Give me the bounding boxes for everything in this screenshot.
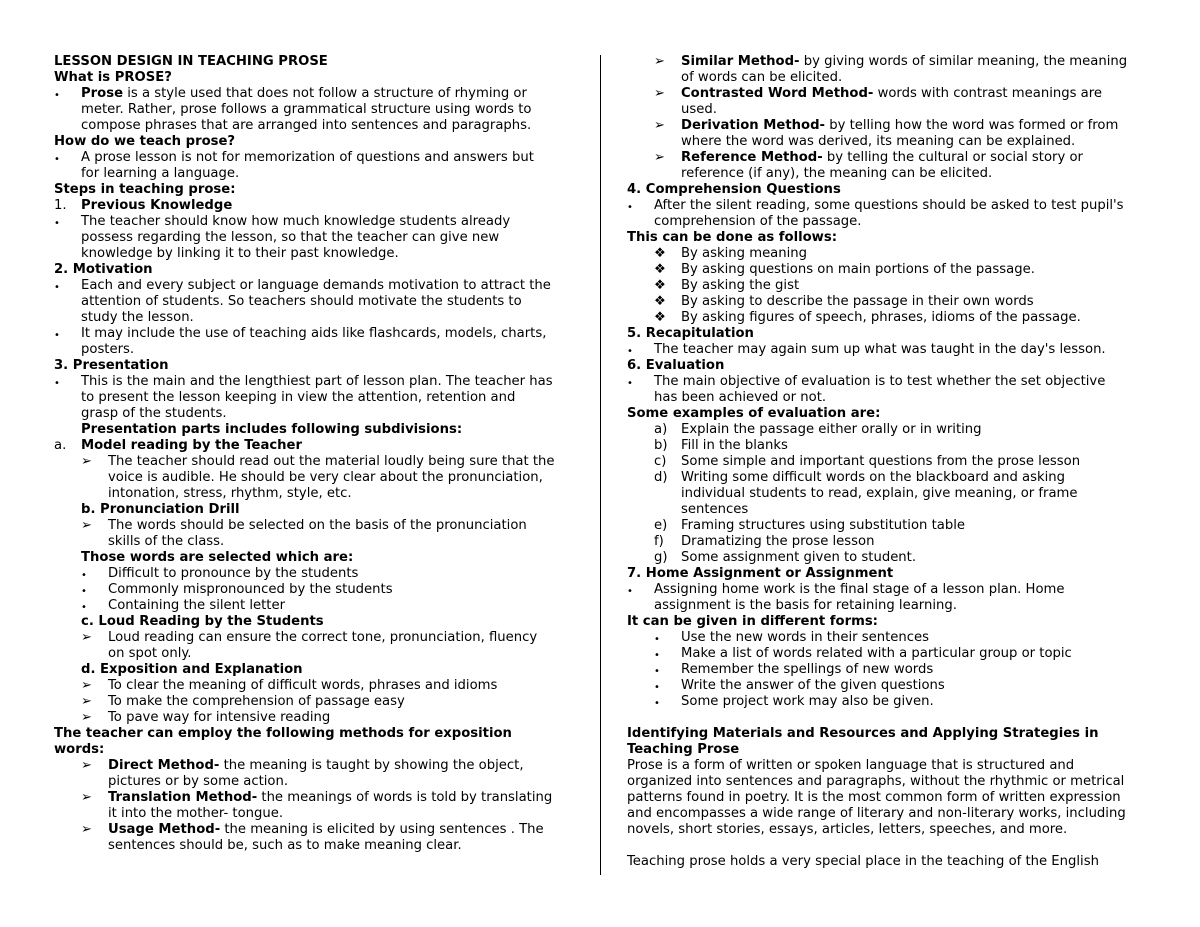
item-text: By asking meaning xyxy=(681,246,808,261)
item-text: After the silent reading, some questions should be asked to test pupil's xyxy=(654,198,1124,213)
arrow-bullet-icon: ➢ xyxy=(81,758,92,773)
arrow-bullet-icon: ➢ xyxy=(81,710,92,725)
continuation-line: study the lesson. xyxy=(81,310,194,325)
item-text: The teacher may again sum up what was taught in the day's lesson. xyxy=(654,342,1106,357)
continuation-line: reference (if any), the meaning can be elicited. xyxy=(681,166,993,181)
item-text: To make the comprehension of passage easy xyxy=(108,694,405,709)
bullet-icon: • xyxy=(54,90,60,101)
list-marker: g) xyxy=(654,550,668,565)
arrow-bullet-icon: ➢ xyxy=(81,790,92,805)
list-item xyxy=(54,86,584,102)
bullet-icon: • xyxy=(54,218,60,229)
bullet-icon: • xyxy=(54,282,60,293)
bullet-icon: • xyxy=(81,570,87,581)
bold-term: Previous Knowledge xyxy=(81,198,233,213)
item-text: by telling how the word was formed or from xyxy=(825,118,1119,133)
blank-line xyxy=(627,838,1147,854)
bold-term: Similar Method- xyxy=(681,54,800,69)
arrow-bullet-icon: ➢ xyxy=(654,86,665,101)
item-text: By asking questions on main portions of the passage. xyxy=(681,262,1035,277)
section-heading: The teacher can employ the following methods for exposition xyxy=(54,726,512,741)
list-marker: d) xyxy=(654,470,668,485)
list-item xyxy=(627,534,1147,550)
item-text: Loud reading can ensure the correct tone, pronunciation, fluency xyxy=(108,630,538,645)
arrow-bullet-icon: ➢ xyxy=(81,630,92,645)
list-item xyxy=(627,438,1147,454)
continuation-line: knowledge by linking it to their past knowledge. xyxy=(81,246,399,261)
list-item xyxy=(627,342,1147,358)
list-item xyxy=(627,646,1147,662)
item-text: by telling the cultural or social story or xyxy=(822,150,1083,165)
list-item xyxy=(54,374,584,390)
continuation-line: intonation, stress, rhythm, style, etc. xyxy=(108,486,352,501)
item-text: It may include the use of teaching aids like flashcards, models, charts, xyxy=(81,326,547,341)
paragraph-line: novels, short stories, essays, articles, letters, speeches, and more. xyxy=(627,822,1068,837)
continuation-line: sentences xyxy=(681,502,749,517)
list-item xyxy=(54,678,584,694)
section-heading: 4. Comprehension Questions xyxy=(627,182,841,197)
section-heading: It can be given in different forms: xyxy=(627,614,878,629)
sub-heading: Those words are selected which are: xyxy=(81,550,354,565)
list-item xyxy=(627,374,1147,390)
item-text: the meaning is elicited by using sentences . The xyxy=(220,822,544,837)
item-text: is a style used that does not follow a structure of rhyming or xyxy=(123,86,527,101)
bullet-icon: • xyxy=(627,586,633,597)
list-item xyxy=(54,214,584,230)
section-heading: 7. Home Assignment or Assignment xyxy=(627,566,894,581)
item-text: By asking the gist xyxy=(681,278,800,293)
section-heading: 3. Presentation xyxy=(54,358,169,373)
list-marker: a) xyxy=(654,422,668,437)
bold-term: Translation Method- xyxy=(108,790,258,805)
left-column xyxy=(54,54,584,854)
sub-heading: b. Pronunciation Drill xyxy=(81,502,240,517)
continuation-line: pictures or by some action. xyxy=(108,774,289,789)
item-text: Some assignment given to student. xyxy=(681,550,917,565)
list-item xyxy=(627,294,1147,310)
list-item xyxy=(54,198,584,214)
list-marker: e) xyxy=(654,518,668,533)
paragraph-line: and encompasses a wide range of literary and non-literary works, including xyxy=(627,806,1126,821)
arrow-bullet-icon: ➢ xyxy=(81,694,92,709)
continuation-line: attention of students. So teachers should motivate the students to xyxy=(81,294,522,309)
item-text: The main objective of evaluation is to test whether the set objective xyxy=(654,374,1106,389)
item-text: By asking figures of speech, phrases, idioms of the passage. xyxy=(681,310,1081,325)
list-item xyxy=(54,790,584,806)
list-item xyxy=(627,246,1147,262)
list-item xyxy=(54,710,584,726)
continuation-line: of words can be elicited. xyxy=(681,70,843,85)
item-text: This is the main and the lengthiest part of lesson plan. The teacher has xyxy=(81,374,553,389)
column-divider xyxy=(600,55,601,875)
list-item xyxy=(627,582,1147,598)
continuation-line: to present the lesson keeping in view the attention, retention and xyxy=(81,390,516,405)
blank-line xyxy=(627,710,1147,726)
paragraph-line: organized into sentences and paragraphs, without the rhythmic or metrical xyxy=(627,774,1125,789)
bold-term: Derivation Method- xyxy=(681,118,826,133)
bullet-icon: • xyxy=(654,650,660,661)
list-item xyxy=(54,566,584,582)
bold-term: Contrasted Word Method- xyxy=(681,86,874,101)
item-text: Fill in the blanks xyxy=(681,438,788,453)
list-item xyxy=(54,630,584,646)
arrow-bullet-icon: ➢ xyxy=(81,822,92,837)
item-text: Explain the passage either orally or in writing xyxy=(681,422,982,437)
bullet-icon: • xyxy=(54,378,60,389)
list-item xyxy=(627,550,1147,566)
continuation-line: comprehension of the passage. xyxy=(654,214,862,229)
sub-heading: Presentation parts includes following subdivisions: xyxy=(81,422,463,437)
bold-term: Direct Method- xyxy=(108,758,220,773)
continuation-line: voice is audible. He should be very clear about the pronunciation, xyxy=(108,470,543,485)
section-heading: Steps in teaching prose: xyxy=(54,182,236,197)
item-text: Difficult to pronounce by the students xyxy=(108,566,359,581)
continuation-line: posters. xyxy=(81,342,135,357)
item-text: Remember the spellings of new words xyxy=(681,662,934,677)
list-item xyxy=(54,326,584,342)
bullet-icon: • xyxy=(654,634,660,645)
diamond-bullet-icon: ❖ xyxy=(654,246,666,261)
arrow-bullet-icon: ➢ xyxy=(81,678,92,693)
sub-heading: c. Loud Reading by the Students xyxy=(81,614,324,629)
continuation-line: assignment is the basis for retaining learning. xyxy=(654,598,957,613)
section-heading: Identifying Materials and Resources and Applying Strategies in xyxy=(627,726,1099,741)
bullet-icon: • xyxy=(81,586,87,597)
item-text: Use the new words in their sentences xyxy=(681,630,929,645)
section-heading: 6. Evaluation xyxy=(627,358,725,373)
list-item xyxy=(627,310,1147,326)
list-item xyxy=(627,86,1147,102)
section-heading: 2. Motivation xyxy=(54,262,153,277)
diamond-bullet-icon: ❖ xyxy=(654,310,666,325)
continuation-line: it into the mother- tongue. xyxy=(108,806,284,821)
right-column xyxy=(627,54,1147,870)
item-text: To pave way for intensive reading xyxy=(108,710,331,725)
continuation-line: on spot only. xyxy=(108,646,192,661)
item-text: words with contrast meanings are xyxy=(873,86,1102,101)
continuation-line: compose phrases that are arranged into sentences and paragraphs. xyxy=(81,118,532,133)
item-text: Dramatizing the prose lesson xyxy=(681,534,875,549)
section-heading: Some examples of evaluation are: xyxy=(627,406,881,421)
list-item xyxy=(54,454,584,470)
bold-term: Usage Method- xyxy=(108,822,221,837)
continuation-line: meter. Rather, prose follows a grammatical structure using words to xyxy=(81,102,532,117)
item-text: Each and every subject or language demands motivation to attract the xyxy=(81,278,551,293)
item-text: The teacher should know how much knowledge students already xyxy=(81,214,511,229)
paragraph-line: patterns found in poetry. It is the most common form of written expression xyxy=(627,790,1121,805)
list-item xyxy=(627,198,1147,214)
list-item xyxy=(627,422,1147,438)
item-text: Make a list of words related with a particular group or topic xyxy=(681,646,1072,661)
list-item xyxy=(54,694,584,710)
list-item xyxy=(627,150,1147,166)
section-heading: LESSON DESIGN IN TEACHING PROSE xyxy=(54,54,328,69)
list-item xyxy=(54,438,584,454)
list-item xyxy=(627,470,1147,486)
item-text: Framing structures using substitution table xyxy=(681,518,965,533)
bullet-icon: • xyxy=(654,682,660,693)
section-heading: This can be done as follows: xyxy=(627,230,837,245)
bold-term: Reference Method- xyxy=(681,150,823,165)
arrow-bullet-icon: ➢ xyxy=(81,518,92,533)
bullet-icon: • xyxy=(54,154,60,165)
list-item xyxy=(627,454,1147,470)
bullet-icon: • xyxy=(54,330,60,341)
list-item xyxy=(627,678,1147,694)
list-item xyxy=(54,598,584,614)
item-text: Some simple and important questions from the prose lesson xyxy=(681,454,1081,469)
list-item xyxy=(627,278,1147,294)
list-item xyxy=(627,630,1147,646)
paragraph-line: Teaching prose holds a very special place in the teaching of the English xyxy=(627,854,1099,869)
list-marker: c) xyxy=(654,454,667,469)
continuation-line: has been achieved or not. xyxy=(654,390,827,405)
item-text: Write the answer of the given questions xyxy=(681,678,945,693)
continuation-line: used. xyxy=(681,102,717,117)
list-item xyxy=(54,518,584,534)
list-item xyxy=(54,278,584,294)
continuation-line: possess regarding the lesson, so that the teacher can give new xyxy=(81,230,500,245)
bullet-icon: • xyxy=(627,378,633,389)
bullet-icon: • xyxy=(654,666,660,677)
bullet-icon: • xyxy=(654,698,660,709)
list-item xyxy=(54,582,584,598)
list-item xyxy=(627,54,1147,70)
arrow-bullet-icon: ➢ xyxy=(654,150,665,165)
item-text: the meaning is taught by showing the object, xyxy=(219,758,524,773)
list-marker: 1. xyxy=(54,198,67,213)
bullet-icon: • xyxy=(81,602,87,613)
list-marker: a. xyxy=(54,438,67,453)
list-marker: f) xyxy=(654,534,664,549)
section-heading: 5. Recapitulation xyxy=(627,326,754,341)
continuation-line: where the word was derived, its meaning can be explained. xyxy=(681,134,1076,149)
item-text: Commonly mispronounced by the students xyxy=(108,582,393,597)
sub-heading: d. Exposition and Explanation xyxy=(81,662,303,677)
item-text: by giving words of similar meaning, the meaning xyxy=(799,54,1128,69)
continuation-line: skills of the class. xyxy=(108,534,225,549)
list-item xyxy=(627,262,1147,278)
bold-term: Prose xyxy=(81,86,124,101)
continuation-line: for learning a language. xyxy=(81,166,240,181)
bullet-icon: • xyxy=(627,346,633,357)
item-text: Some project work may also be given. xyxy=(681,694,934,709)
section-heading: Teaching Prose xyxy=(627,742,740,757)
list-item xyxy=(627,118,1147,134)
item-text: By asking to describe the passage in their own words xyxy=(681,294,1034,309)
list-marker: b) xyxy=(654,438,668,453)
bold-term: Model reading by the Teacher xyxy=(81,438,302,453)
section-heading: words: xyxy=(54,742,105,757)
item-text: Assigning home work is the final stage of a lesson plan. Home xyxy=(654,582,1065,597)
list-item xyxy=(54,822,584,838)
continuation-line: sentences should be, such as to make meaning clear. xyxy=(108,838,462,853)
diamond-bullet-icon: ❖ xyxy=(654,278,666,293)
arrow-bullet-icon: ➢ xyxy=(81,454,92,469)
paragraph-line: Prose is a form of written or spoken language that is structured and xyxy=(627,758,1075,773)
item-text: The teacher should read out the material loudly being sure that the xyxy=(108,454,555,469)
item-text: A prose lesson is not for memorization of questions and answers but xyxy=(81,150,534,165)
list-item xyxy=(627,662,1147,678)
item-text: Containing the silent letter xyxy=(108,598,286,613)
section-heading: What is PROSE? xyxy=(54,70,172,85)
bullet-icon: • xyxy=(627,202,633,213)
item-text: the meanings of words is told by translating xyxy=(257,790,553,805)
item-text: The words should be selected on the basis of the pronunciation xyxy=(108,518,527,533)
arrow-bullet-icon: ➢ xyxy=(654,118,665,133)
list-item xyxy=(627,694,1147,710)
arrow-bullet-icon: ➢ xyxy=(654,54,665,69)
item-text: To clear the meaning of difficult words, phrases and idioms xyxy=(108,678,498,693)
item-text: Writing some difficult words on the blackboard and asking xyxy=(681,470,1065,485)
diamond-bullet-icon: ❖ xyxy=(654,294,666,309)
continuation-line: individual students to read, explain, give meaning, or frame xyxy=(681,486,1078,501)
diamond-bullet-icon: ❖ xyxy=(654,262,666,277)
section-heading: How do we teach prose? xyxy=(54,134,236,149)
list-item xyxy=(54,150,584,166)
continuation-line: grasp of the students. xyxy=(81,406,227,421)
list-item xyxy=(627,518,1147,534)
list-item xyxy=(54,758,584,774)
